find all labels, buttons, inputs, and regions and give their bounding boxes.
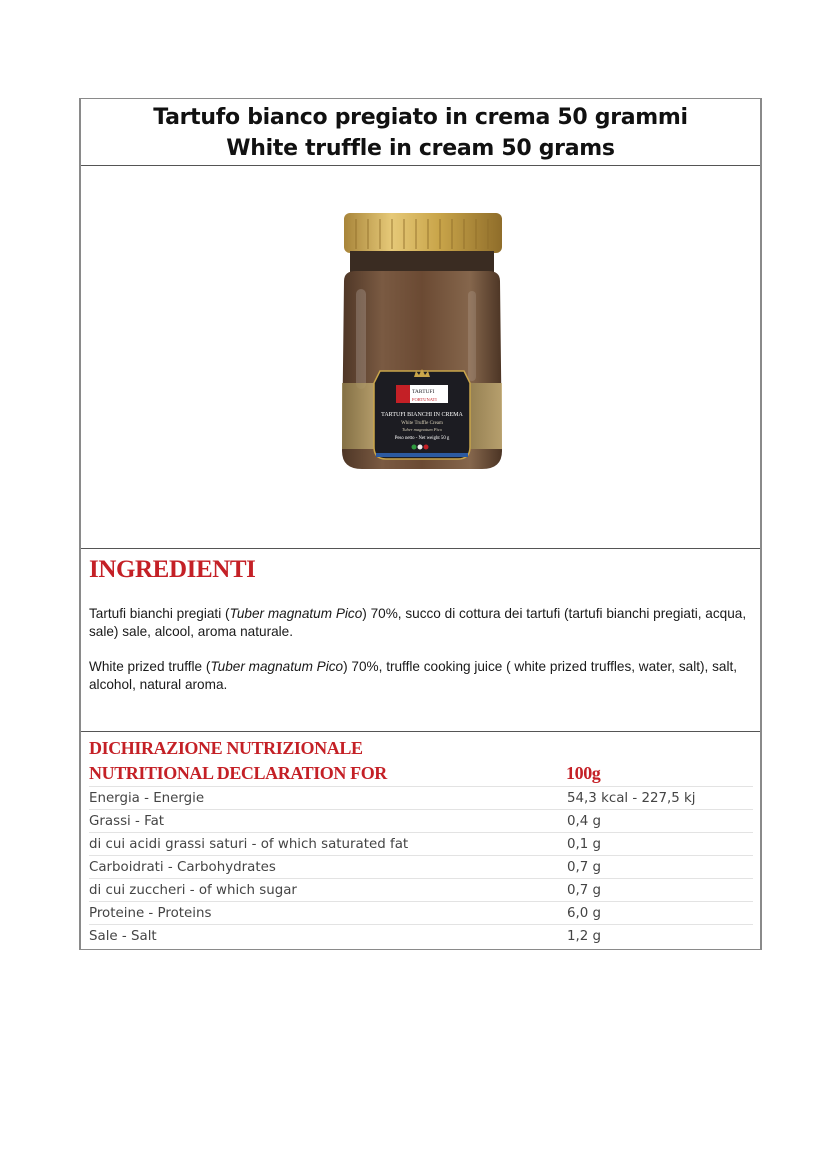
nutrient-value: 0,4 g <box>567 810 753 833</box>
ingredients-en-text-rest: ) 70%, truffle cooking juice ( white prized truffles, water, salt), salt, alcohol, natural aroma. <box>89 659 738 692</box>
ingredients-en-text: White prized truffle ( <box>89 659 211 674</box>
product-sheet <box>79 98 762 950</box>
table-row <box>89 879 753 902</box>
title-english: White truffle in cream 50 grams <box>226 136 615 161</box>
nutrition-per-amount: 100g <box>566 763 601 783</box>
nutrient-value: 6,0 g <box>567 902 753 925</box>
ingredients-en-latin: Tuber magnatum Pico <box>210 659 344 674</box>
nutrient-label: di cui zuccheri - of which sugar <box>89 879 567 902</box>
nutrient-value: 0,1 g <box>567 833 753 856</box>
product-image-cell <box>81 166 760 549</box>
svg-text:TARTUFI BIANCHI IN CREMA: TARTUFI BIANCHI IN CREMA <box>381 412 463 418</box>
nutrition-title-row-2 <box>89 761 752 786</box>
ingredients-it-text: Tartufi bianchi pregiati ( <box>89 606 230 621</box>
ingredients-it-latin: Tuber magnatum Pico <box>229 606 363 621</box>
ingredients-section <box>81 549 760 732</box>
svg-text:Peso netto - Net weight 50 g: Peso netto - Net weight 50 g <box>394 436 450 441</box>
ingredients-it-text-rest: ) 70%, succo di cottura dei tartufi (tartufi bianchi pregiati, acqua, sale) sale, alcool, aroma naturale. <box>89 606 747 639</box>
nutrient-label: Grassi - Fat <box>89 810 567 833</box>
svg-text:TARTUFI: TARTUFI <box>412 389 435 395</box>
nutrient-label: Carboidrati - Carbohydrates <box>89 856 567 879</box>
table-row <box>89 902 753 925</box>
nutrition-title-italian: DICHIRAZIONE NUTRIZIONALE <box>89 738 363 758</box>
ingredients-english <box>89 658 752 694</box>
nutrient-value: 0,7 g <box>567 879 753 902</box>
truffle-jar-image <box>336 211 508 473</box>
nutrient-value: 1,2 g <box>567 925 753 948</box>
nutrition-title-row-1 <box>89 736 752 761</box>
ingredients-italian <box>89 605 752 641</box>
nutrient-label: Proteine - Proteins <box>89 902 567 925</box>
table-row <box>89 833 753 856</box>
table-row <box>89 787 753 810</box>
nutrient-value: 54,3 kcal - 227,5 kj <box>567 787 753 810</box>
nutrient-label: di cui acidi grassi saturi - of which saturated fat <box>89 833 567 856</box>
svg-text:FORTUNATI: FORTUNATI <box>412 397 437 402</box>
ingredients-title: INGREDIENTI <box>89 556 256 583</box>
title-block <box>81 99 760 166</box>
nutrient-value: 0,7 g <box>567 856 753 879</box>
svg-text:Tuber magnatum Pico: Tuber magnatum Pico <box>402 427 442 432</box>
table-row <box>89 810 753 833</box>
nutrition-table <box>89 786 753 947</box>
nutrition-title-english: NUTRITIONAL DECLARATION FOR <box>89 763 387 783</box>
nutrient-label: Energia - Energie <box>89 787 567 810</box>
svg-text:White Truffle Cream: White Truffle Cream <box>401 421 443 426</box>
nutrient-label: Sale - Salt <box>89 925 567 948</box>
table-row <box>89 925 753 948</box>
table-row <box>89 856 753 879</box>
nutrition-section <box>81 732 760 949</box>
title-italian: Tartufo bianco pregiato in crema 50 grammi <box>153 105 688 130</box>
